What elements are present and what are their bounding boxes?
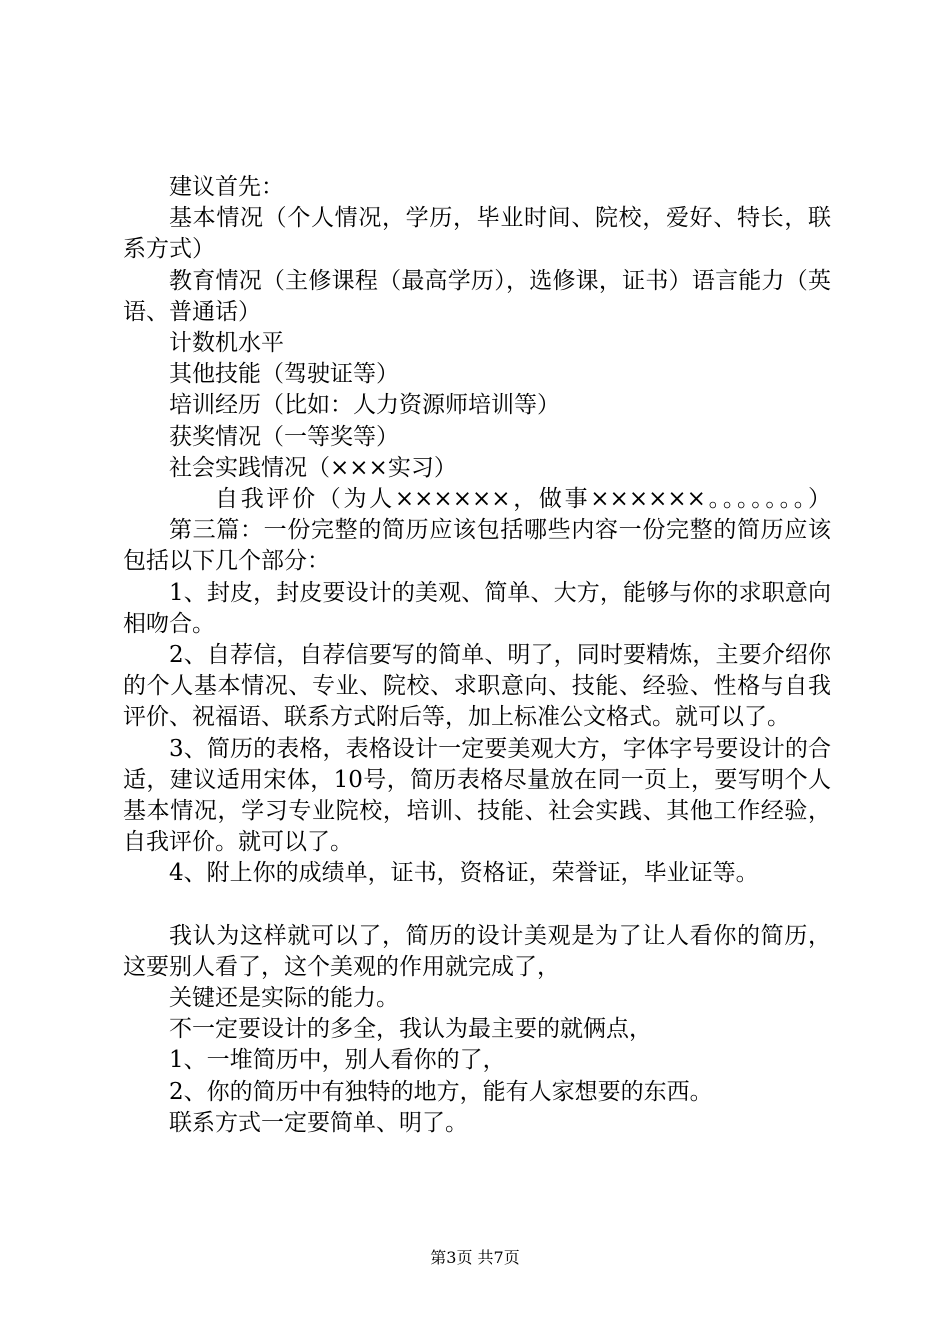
paragraph-computer-level: 计数机水平 <box>169 330 284 357</box>
paragraph-other-skills: 其他技能（驾驶证等） <box>169 361 399 388</box>
paragraph-education: 教育情况（主修课程（最高学历），选修课，证书）语言能力（英语、普通话） <box>123 267 831 325</box>
paragraph-item-4: 4、附上你的成绩单，证书，资格证，荣誉证，毕业证等。 <box>169 860 759 887</box>
paragraph-awards: 获奖情况（一等奖等） <box>169 423 399 450</box>
paragraph-main-points: 不一定要设计的多全，我认为最主要的就俩点， <box>169 1016 652 1043</box>
paragraph-point-1: 1、一堆简历中，别人看你的了， <box>169 1047 506 1074</box>
document-body <box>123 172 831 1139</box>
paragraph-key-ability: 关键还是实际的能力。 <box>169 985 399 1012</box>
paragraph-intro: 建议首先： <box>169 174 284 200</box>
paragraph-spacer <box>123 890 831 921</box>
paragraph-point-2: 2、你的简历中有独特的地方，能有人家想要的东西。 <box>169 1078 713 1105</box>
paragraph-item-3: 3、简历的表格，表格设计一定要美观大方，字体字号要设计的合适，建议适用宋体，10号，简历表格尽量放在同一页上，要写明个人基本情况，学习专业院校，培训、技能、社会实践、其他工作经验，自我评价。就可以了。 <box>123 735 831 856</box>
paragraph-opinion: 我认为这样就可以了，简历的设计美观是为了让人看你的简历，这要别人看了，这个美观的作用就完成了， <box>123 922 831 980</box>
paragraph-social-practice: 社会实践情况（×××实习） <box>169 454 457 481</box>
paragraph-contact: 联系方式一定要简单、明了。 <box>169 1109 468 1136</box>
paragraph-training: 培训经历（比如：人力资源师培训等） <box>169 392 560 419</box>
page-footer: 第3页 共7页 <box>430 1248 520 1267</box>
paragraph-chapter-three: 第三篇：一份完整的简历应该包括哪些内容一份完整的简历应该包括以下几个部分： <box>123 517 831 575</box>
paragraph-self-evaluation: 自我评价（为人××××××，做事××××××。。。。。。。） <box>215 486 831 513</box>
paragraph-basic-info: 基本情况（个人情况，学历，毕业时间、院校，爱好、特长，联系方式） <box>123 205 831 263</box>
paragraph-item-1: 1、封皮，封皮要设计的美观、简单、大方，能够与你的求职意向相吻合。 <box>123 579 831 637</box>
paragraph-item-2: 2、自荐信，自荐信要写的简单、明了，同时要精炼，主要介绍你的个人基本情况、专业、院校、求职意向、技能、经验、性格与自我评价、祝福语、联系方式附后等，加上标准公文格式。就可以了。 <box>123 642 831 731</box>
